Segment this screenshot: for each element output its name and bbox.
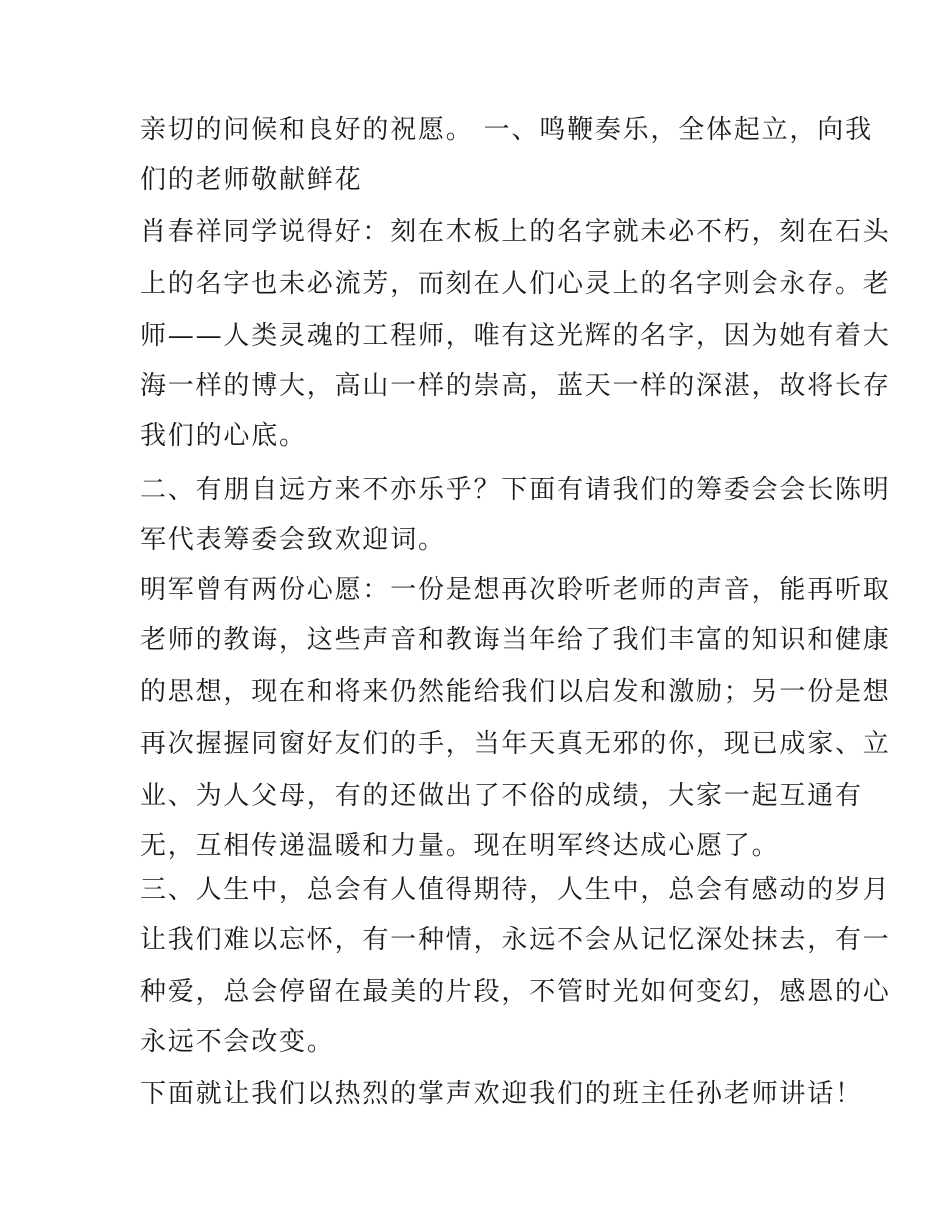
text-line: 们的老师敬献鲜花 xyxy=(140,165,363,195)
text-line: 让我们难以忘怀，有一种情，永远不会从记忆深处抹去，有一 xyxy=(140,925,891,955)
text-line: 二、有朋自远方来不亦乐乎？下面有请我们的筹委会会长陈明 xyxy=(140,475,891,505)
text-line: 再次握握同窗好友们的手，当年天真无邪的你，现已成家、立 xyxy=(140,729,891,759)
text-line: 上的名字也未必流芳，而刻在人们心灵上的名字则会永存。老 xyxy=(140,269,891,299)
text-line: 业、为人父母，有的还做出了不俗的成绩，大家一起互通有 xyxy=(140,781,863,811)
text-line: 明军曾有两份心愿：一份是想再次聆听老师的声音，能再听取 xyxy=(140,575,891,605)
text-line: 军代表筹委会致欢迎词。 xyxy=(140,525,446,555)
text-line: 的思想，现在和将来仍然能给我们以启发和激励；另一份是想 xyxy=(140,677,891,707)
text-line: 海一样的博大，高山一样的崇高，蓝天一样的深湛，故将长存 xyxy=(140,371,891,401)
text-line: 种爱，总会停留在最美的片段，不管时光如何变幻，感恩的心 xyxy=(140,977,891,1007)
text-line: 无，互相传递温暖和力量。现在明军终达成心愿了。 xyxy=(140,831,780,861)
text-line: 永远不会改变。 xyxy=(140,1027,335,1057)
text-line: 老师的教诲，这些声音和教诲当年给了我们丰富的知识和健康 xyxy=(140,625,891,655)
text-line: 我们的心底。 xyxy=(140,421,307,451)
text-line: 三、人生中，总会有人值得期待，人生中，总会有感动的岁月 xyxy=(140,875,891,905)
text-line: 肖春祥同学说得好：刻在木板上的名字就未必不朽，刻在石头 xyxy=(140,217,891,247)
text-line: 下面就让我们以热烈的掌声欢迎我们的班主任孙老师讲话！ xyxy=(140,1079,863,1109)
text-line: 亲切的问候和良好的祝愿。 一、鸣鞭奏乐，全体起立，向我 xyxy=(140,115,873,145)
text-line: 师——人类灵魂的工程师，唯有这光辉的名字，因为她有着大 xyxy=(140,321,891,351)
